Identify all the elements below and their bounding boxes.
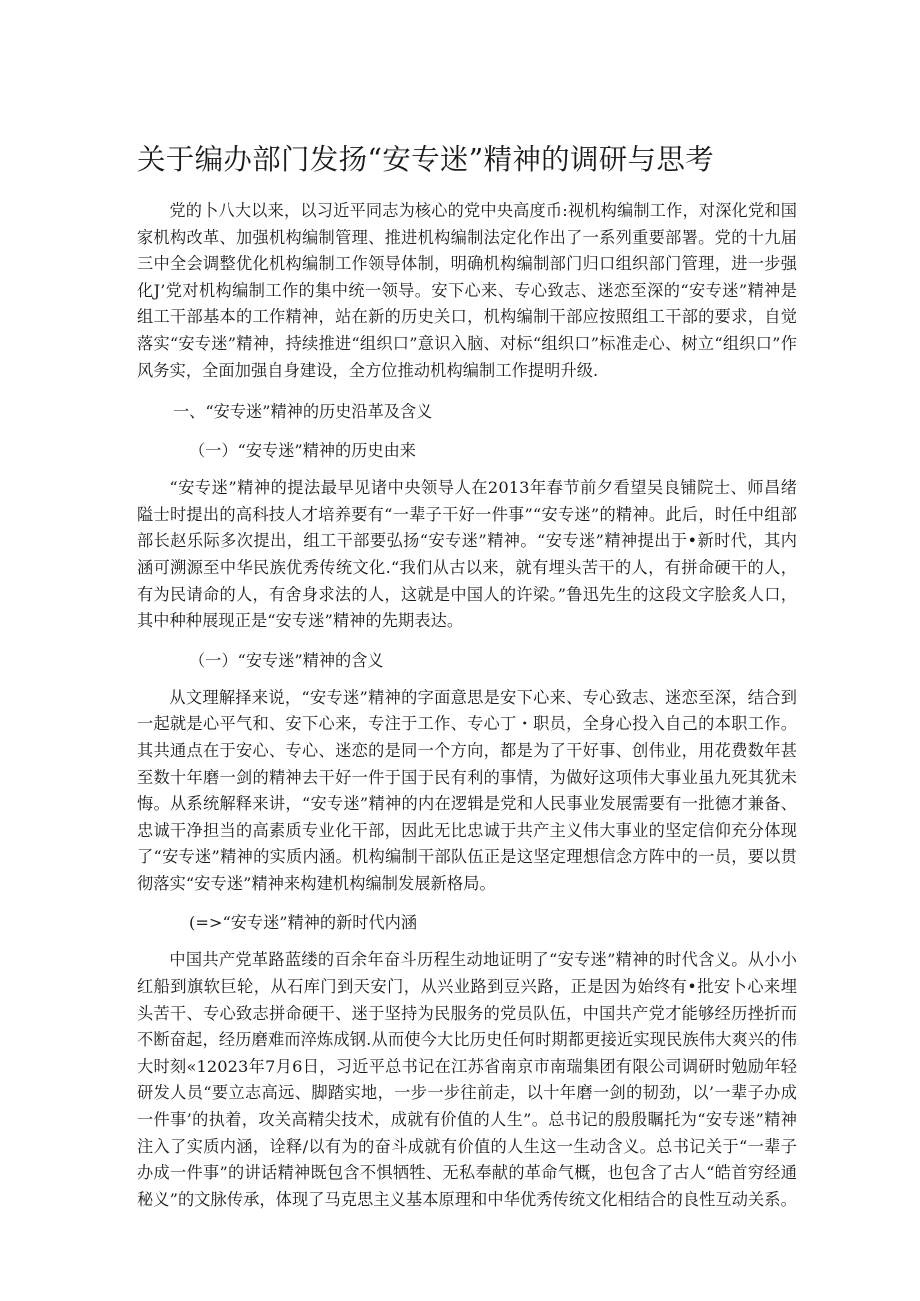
new-era-paragraph: 中国共产党革路蓝缕的百余年奋斗历程生动地证明了“安专迷”精神的时代含义。从小小红船到旗软巨轮，从石库门到天安门，从兴业路到豆兴路，正是因为始终有•批安卜心来埋头苦干、专心致志拼命硬干、迷于坚持为民服务的党员队伍，中国共产党才能够经历挫折而不断奋起，经历磨难而淬炼成钢.从而使今大比历史任何时期都更接近实现民族伟大爽兴的伟大时刻«12023年7月6日，习近平总书记在江苏省南京市南瑞集团有限公司调研时勉励年轻研发人员“要立志高远、脚踏实地，一步一步往前走，以十年磨一剑的韧劲，以’一辈子办成一件事’的执着，攻关高精尖技术，成就有价值的人生”。总书记的殷殷瞩托为“安专迷”精神注入了实质内涵，诠释/以有为的奋斗成就有价值的人生这一生动含义。总书记关于“一辈子办成一件事”的讲话精神既包含不惧牺牲、无私奉献的革命气概，也包含了古人“皓首穷经通秘义”的文脉传承，体现了马克思主义基本原理和中华优秀传统文化相结合的良性互动关系。: [137, 950, 797, 1209]
document-body: [137, 198, 797, 1213]
subsection-heading-history: （一）“安专迷”精神的历史由来: [189, 441, 416, 461]
subsection-heading-new-era: (=>“安专迷”精神的新时代内涵: [189, 913, 418, 933]
section-heading: 一、“安专迷”精神的历史沿革及含义: [173, 402, 433, 422]
meaning-paragraph: 从文理解择来说，“安专迷”精神的字面意思是安下心来、专心致志、迷恋至深，结合到一起就是心平气和、安下心来，专注于工作、专心丁・职员，全身心投入自己的本职工作。其共通点在于安心、专心、迷恋的是同一个方向，都是为了干好事、创伟业，用花费数年甚至数十年磨一剑的精神去干好一件于国于民有利的事情，为做好这项伟大事业虽九死其犹未悔。从系统解释来讲，“安专迷”精神的内在逻辑是党和人民事业发展需要有一批德才兼备、忠诚干净担当的高素质专业化干部，因此无比忠诚于共产主义伟大事业的坚定信仰充分体现了“安专迷”精神的实质内涵。机构编制干部队伍正是这坚定理想信念方阵中的一员，要以贯彻落实“安专迷”精神来构建机构编制发展新格局。: [137, 687, 797, 893]
document-title: 关于编办部门发扬“安专迷”精神的调研与思考: [137, 143, 714, 176]
subsection-heading-meaning: （一）“安专迷”精神的含义: [189, 650, 384, 670]
intro-paragraph: 党的卜八大以来，以习近平同志为核心的党中央高度币:视机构编制工作，对深化党和国家机构改革、加强机构编制管理、推进机构编制法定化作出了一系列重要部署。党的十九届三中全会调整优化机构编制工作领导体制，明确机构编制部门归口组织部门管理，进一步强化J’党对机构编制工作的集中统一领导。安下心来、专心致志、迷恋至深的“安专迷”精神是组工干部基本的工作精神，站在新的历史关口，机构编制干部应按照组工干部的要求，自觉落实“安专迷”精神，持续推进“组织口”意识入脑、对标“组织口”标准走心、树立“组织口”作风务实，全面加强自身建设，全方位推动机构编制工作提明升级.: [137, 201, 797, 380]
history-paragraph: “安专迷”精神的提法最早见诸中央领导人在2013年春节前夕看望吴良铺院士、师昌绪隘士时提出的高科技人才培养要有“一辈子干好一件事”“安专迷”的精神。此后，时任中组部部长赵乐际多次提出，组工干部要弘扬“安专迷”精神。“安专迷”精神提出于•新时代，其内涵可溯源至中华民族优秀传统文化.“我们从古以来，就有埋头苦干的人，有拼命硬干的人，有为民请命的人，有舍身求法的人，这就是中国人的许梁。”鲁迅先生的这段文字脍炙人口，其中种种展现正是“安专迷”精神的先期表达。: [137, 478, 797, 631]
